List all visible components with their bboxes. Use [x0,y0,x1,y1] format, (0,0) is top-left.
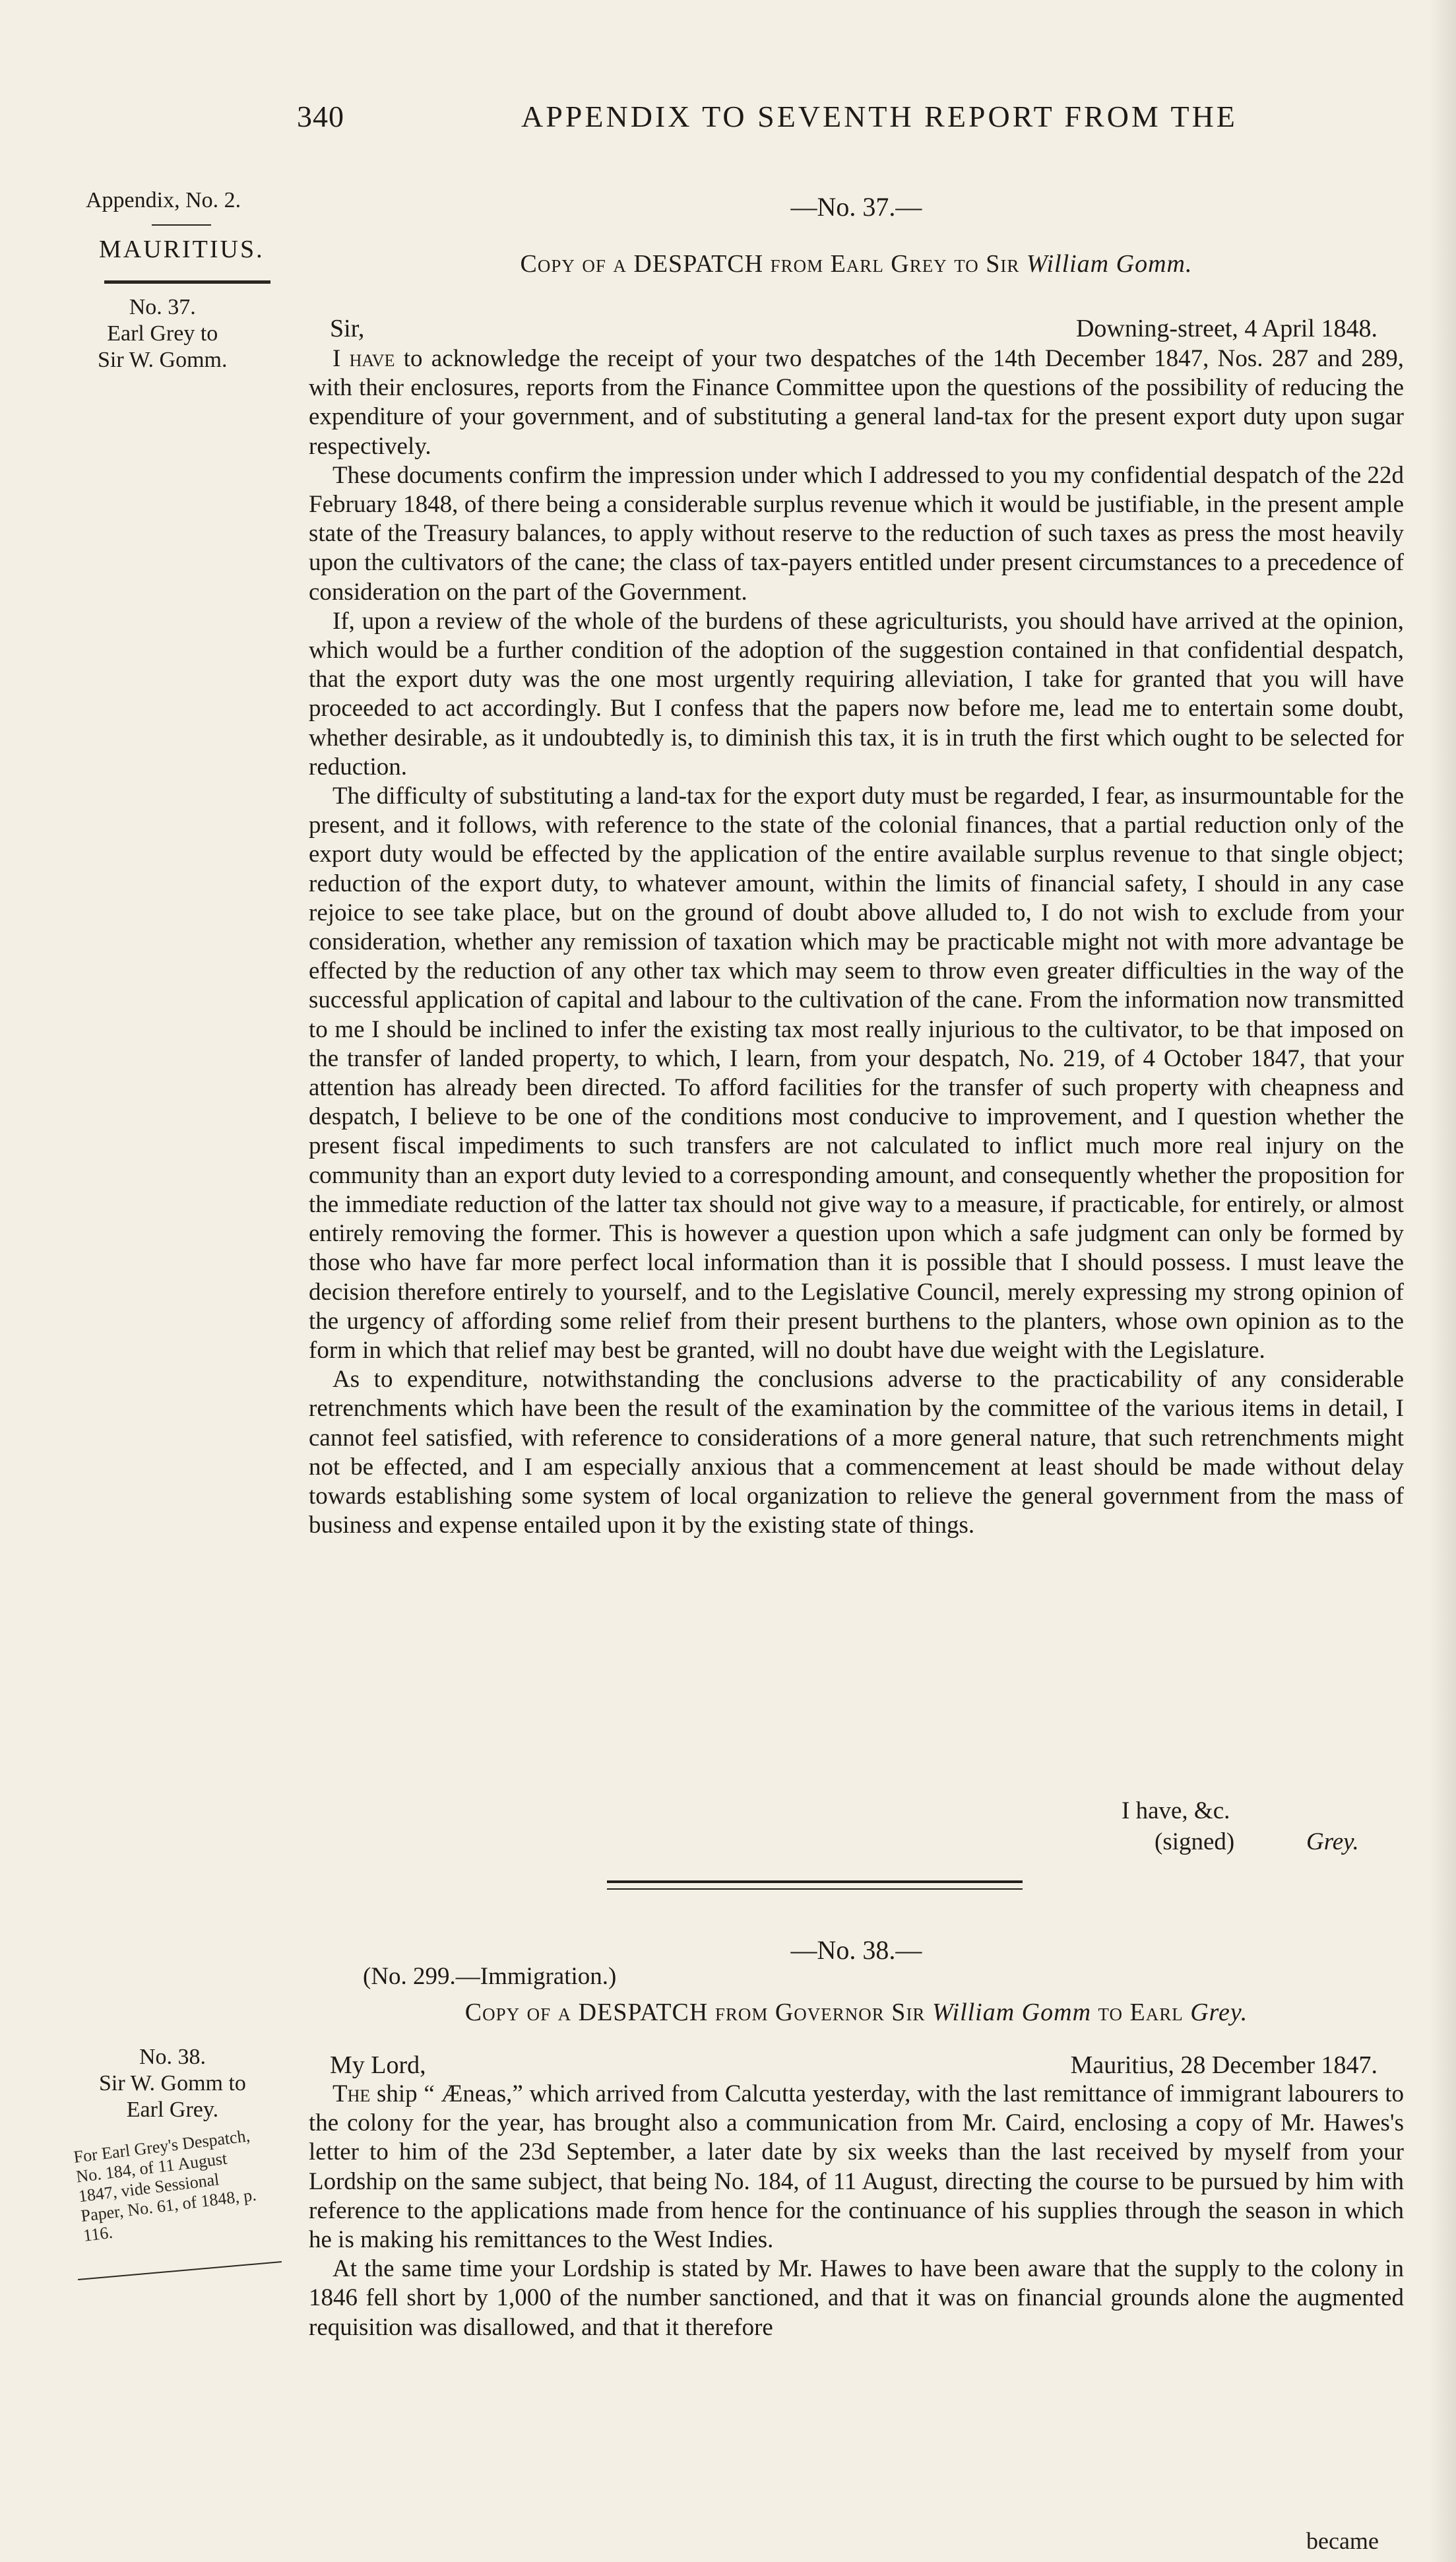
paragraph [309,344,1404,461]
despatch-38-place-date: Mauritius, 28 December 1847. [1070,2051,1377,2079]
colony-rule [104,280,270,284]
paragraph: The difficulty of substituting a land-tax for the export duty must be regarded, I fear, as insurmountable for the present, and it follows, with reference to the state of the colonial finances, that a partial reduction only of the export duty would be effected by the application of the entire available surplus revenue to that single object; reduction of the export duty, to whatever amount, within the limits of financial safety, I should in any case rejoice to see take place, but on the ground of doubt above alluded to, I do not wish to exclude from your consideration, whether any remission of taxation which may be practicable might not with more advantage be effected by the reduction of any other tax which may seem to throw even greater difficulties in the way of the successful application of capital and labour to the cultivation of the cane. From the information now transmitted to me I should be inclined to infer the existing tax most really injurious to the cultivator, to be that imposed on the transfer of landed property, to which, I learn, from your despatch, No. 219, of 4 October 1847, that your attention has already been directed. To afford facilities for the transfer of such property with cheapness and despatch, I believe to be one of the conditions most conducive to improvement, and I question whether the present fiscal impediments to such transfers are not calculated to inflict much more real injury on the community than an export duty levied to a corresponding amount, and consequently whether the proposition for the immediate reduction of the latter tax should not give way to a measure, if practicable, for entirely, or almost entirely removing the former. This is however a question upon which a safe judgment can only be formed by those who have far more perfect local information than it is possible that I should possess. I must leave the decision therefore entirely to yourself, and to the Legislative Council, merely expressing my strong opinion of the urgency of affording some relief from their present burthens to the planters, whose own opinion as to the form in which that relief may best be granted, will no doubt have due weight with the Legislature. [309,783,1404,1364]
side-note-38-line: Sir W. Gomm to [99,2071,246,2096]
despatch-38-title-sender: William Gomm [932,1999,1092,2026]
despatch-38-subhead: (No. 299.—Immigration.) [363,1963,617,1990]
opening-words: I have [332,345,395,372]
side-reference-rule [78,2261,282,2280]
colony-label: MAURITIUS. [99,236,265,263]
section-divider [607,1880,1023,1890]
despatch-37-title-recipient: William Gomm. [1026,250,1193,278]
header-title: APPENDIX TO SEVENTH REPORT FROM THE [521,100,1238,133]
paragraph-text: to acknowledge the receipt of your two despatches of the 14th December 1847, Nos. 287 and 289, with their enclosures, reports from the Finance Committee upon the questions of the possibility of reducing the expenditure of your government, and of substituting a general land-tax for the present export duty upon sugar respectively. [309,345,1404,460]
side-note-38 [99,2044,246,2123]
despatch-38-body [309,2080,1404,2342]
despatch-37-title [309,249,1404,278]
despatch-37-place-date: Downing-street, 4 April 1848. [1075,315,1377,342]
paragraph: As to expenditure, notwithstanding the conclusions adverse to the practicability of any considerable retrenchments which have been the result of the examination by the committee of the various items in detail, I cannot feel satisfied, with reference to considerations of a more general nature, that such retrenchments might not be effected, and I am especially anxious that a commencement at least should be made without delay towards establishing some system of local organization to relieve the general government from the mass of business and expense entailed upon it by the existing state of things. [309,1366,1404,1539]
page-edge-shadow [1430,0,1456,2562]
despatch-38-title [309,1998,1404,2027]
despatch-38-title-mid: to Earl [1091,1999,1191,2026]
page-number: 340 [297,100,344,133]
despatch-37-signature-line [1155,1828,1359,1856]
despatch-37-salutation-row [330,314,1404,347]
side-note-37-line: Earl Grey to [107,321,218,346]
appendix-label: Appendix, No. 2. [86,188,241,212]
appendix-rule [152,224,211,226]
paragraph [309,2080,1404,2255]
despatch-37-title-text: Copy of a DESPATCH from Earl Grey to Sir [520,250,1027,278]
side-note-37-line: No. 37. [129,295,196,319]
despatch-37-body [309,344,1404,1540]
despatch-38-title-recipient: Grey. [1190,1999,1248,2026]
signature: Grey. [1306,1828,1359,1855]
despatch-38-number: —No. 38.— [790,1935,922,1965]
paragraph: At the same time your Lordship is stated by Mr. Hawes to have been aware that the supply to the colony in 1846 fell short by 1,000 of the number sanctioned, and that it was on financial grounds alone the augmented requisition was disallowed, and that it therefore [309,2255,1404,2341]
side-note-38-line: Earl Grey. [126,2098,219,2122]
paragraph: These documents confirm the impression under which I addressed to you my confidential despatch of the 22d February 1848, of there being a considerable surplus revenue which it would be justifiable, in the present ample state of the Treasury balances, to apply without reserve to the reduction of such taxes as press the most heavily upon the cultivators of the cane; the class of tax-payers entitled under present circumstances to a precedence of consideration on the part of the Government. [309,461,1404,606]
paragraph: If, upon a review of the whole of the burdens of these agriculturists, you should have arrived at the opinion, which would be a further condition of the adoption of the suggestion contained in that confidential despatch, that the export duty was the one most urgently requiring alleviation, I take for granted that you will have proceeded to act accordingly. But I confess that the papers now before me, lead me to entertain some doubt, whether desirable, as it undoubtedly is, to diminish this tax, it is in truth the first which ought to be selected for reduction. [309,607,1404,781]
side-reference-note: For Earl Grey's Despatch, No. 184, of 11 August 1847, vide Sessional Paper, No. 61, of 1848, p. 116. [73,2126,258,2245]
despatch-37-salutation: Sir, [330,315,365,342]
despatch-37-closing: I have, &c. [1122,1797,1230,1824]
despatch-38-salutation: My Lord, [330,2051,426,2079]
running-head [297,99,1418,139]
paragraph-text: ship “ Æneas,” which arrived from Calcutta yesterday, with the last remittance of immigrant labourers to the colony for the year, has brought also a communication from Mr. Caird, enclosing a copy of Mr. Hawes's letter to him of the 23d September, a later date by six weeks than the last received by myself from your Lordship on the same subject, that being No. 184, of 11 August, directing the course to be pursued by him with reference to the applications made from hence for the continuance of his supplies through the season in which he is making his remittances to the West Indies. [309,2080,1404,2254]
catchword: became [1306,2528,1379,2554]
despatch-37-number: —No. 37.— [790,192,922,222]
despatch-38-title-text: Copy of a DESPATCH from Governor Sir [464,1999,932,2026]
side-note-37 [98,294,227,373]
side-note-37-line: Sir W. Gomm. [98,348,228,372]
despatch-38-salutation-row [330,2051,1404,2084]
opening-words: The [332,2080,371,2107]
side-note-38-line: No. 38. [139,2045,206,2069]
signed-label: (signed) [1155,1828,1235,1855]
